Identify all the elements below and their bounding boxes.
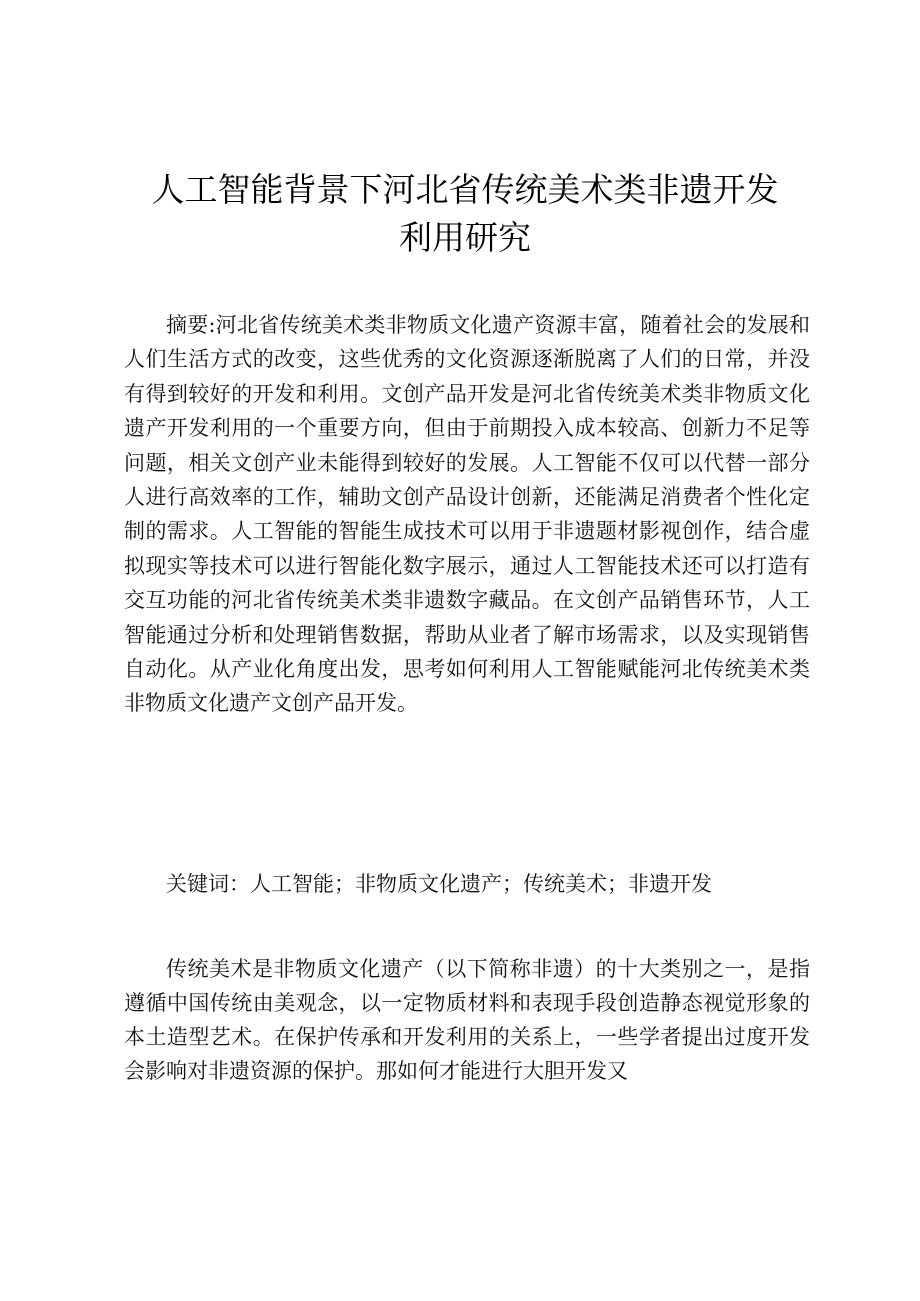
document-title: 人工智能背景下河北省传统美术类非遗开发利用研究: [151, 170, 779, 257]
abstract-text: 河北省传统美术类非物质文化遗产资源丰富，随着社会的发展和人们生活方式的改变，这些优秀的文化资源逐渐脱离了人们的日常，并没有得到较好的开发和利用。文创产品开发是河北省传统美术类非物质文化遗产开发利用的一个重要方向，但由于前期投入成本较高、创新力不足等问题，相关文创产业未能得到较好的发展。人工智能不仅可以代替一部分人进行高效率的工作，辅助文创产品设计创新，还能满足消费者个性化定制的需求。人工智能的智能生成技术可以用于非遗题材影视创作，结合虚拟现实等技术可以进行智能化数字展示，通过人工智能技术还可以打造有交互功能的河北省传统美术类非遗数字藏品。在文创产品销售环节，人工智能通过分析和处理销售数据，帮助从业者了解市场需求，以及实现销售自动化。从产业化角度出发，思考如何利用人工智能赋能河北传统美术类非物质文化遗产文创产品开发。: [124, 313, 811, 716]
keywords-text: 人工智能；非物质文化遗产；传统美术；非遗开发: [250, 872, 712, 896]
abstract-paragraph: [124, 308, 810, 721]
keywords-paragraph: [124, 867, 810, 901]
abstract-label: 摘要:: [166, 313, 216, 337]
keywords-label: 关键词：: [166, 872, 250, 896]
intro-paragraph: 传统美术是非物质文化遗产（以下简称非遗）的十大类别之一，是指遵循中国传统由美观念，以一定物质材料和表现手段创造静态视觉形象的本土造型艺术。在保护传承和开发利用的关系上，一些学者提出过度开发会影响对非遗资源的保护。那如何才能进行大胆开发又: [124, 957, 810, 1083]
